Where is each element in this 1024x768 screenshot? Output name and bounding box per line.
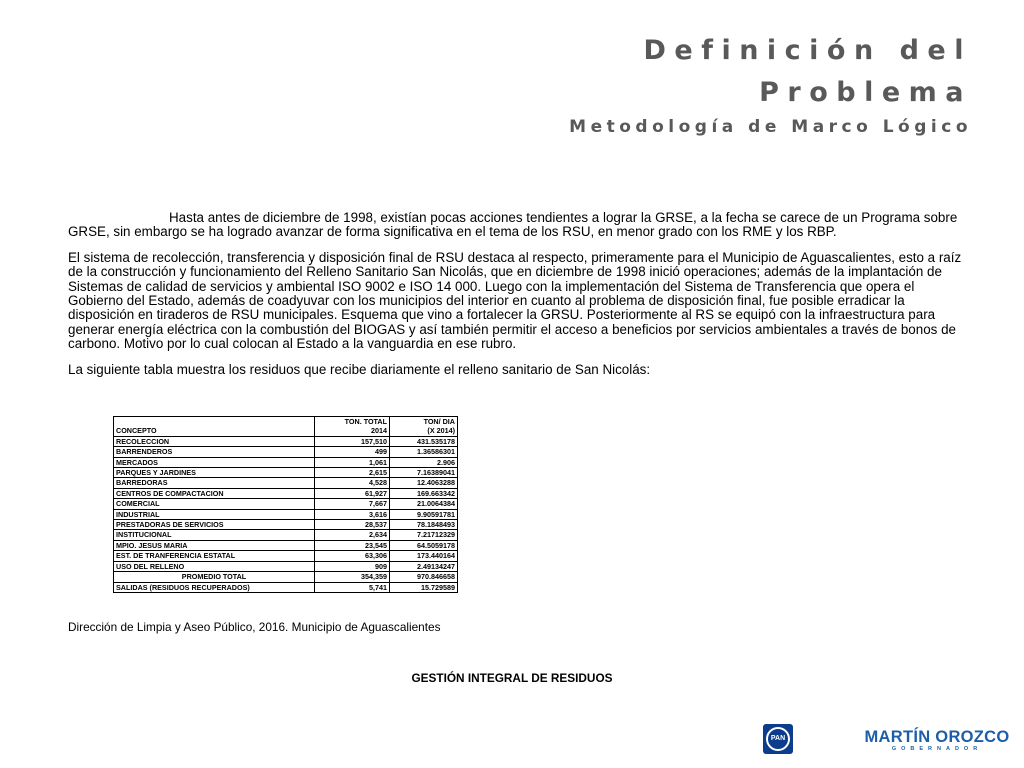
row-concepto: CENTROS DE COMPACTACION: [114, 488, 315, 498]
row-ton-total: 1,061: [315, 457, 390, 467]
pan-logo: [763, 724, 793, 754]
promedio-dia: 970.846658: [390, 572, 458, 582]
row-concepto: PARQUES Y JARDINES: [114, 468, 315, 478]
body-text: [68, 211, 968, 377]
row-ton-dia: 169.663342: [390, 488, 458, 498]
header-ton-total: [315, 417, 390, 437]
table-row-salidas: [114, 582, 458, 592]
promedio-label: PROMEDIO TOTAL: [114, 572, 315, 582]
table-row: [114, 488, 458, 498]
row-concepto: INSTITUCIONAL: [114, 530, 315, 540]
header-ton-total-line2: 2014: [371, 426, 387, 436]
brand-name: MARTÍN OROZCO: [864, 728, 1010, 746]
row-concepto: BARRENDEROS: [114, 447, 315, 457]
row-concepto: BARREDORAS: [114, 478, 315, 488]
paragraph-intro: Hasta antes de diciembre de 1998, existían pocas acciones tendientes a lograr la GRSE, a la fecha se carece de un Programa sobre GRSE, sin embargo se ha logrado avanzar de forma significativa en el tema de los RSU, en menor grado con los RME y los RBP.: [68, 210, 958, 240]
row-concepto: INDUSTRIAL: [114, 509, 315, 519]
row-concepto: EST. DE TRANFERENCIA ESTATAL: [114, 551, 315, 561]
row-ton-dia: 173.440164: [390, 551, 458, 561]
row-ton-total: 2,615: [315, 468, 390, 478]
row-ton-total: 909: [315, 561, 390, 571]
pan-logo-text: PAN: [766, 727, 790, 751]
paragraph-table-intro: La siguiente tabla muestra los residuos que recibe diariamente el relleno sanitario de San Nicolás:: [68, 361, 651, 377]
header-ton-total-line1: TON. TOTAL: [344, 417, 387, 426]
row-ton-total: 28,537: [315, 520, 390, 530]
row-ton-total: 63,306: [315, 551, 390, 561]
table-row: [114, 530, 458, 540]
salidas-total: 5,741: [315, 582, 390, 592]
page-title-line-2: Problema: [759, 77, 972, 108]
row-ton-dia: 1.36586301: [390, 447, 458, 457]
row-concepto: COMERCIAL: [114, 499, 315, 509]
table-row: [114, 468, 458, 478]
governor-brand-logo: [862, 728, 1012, 753]
waste-table: [113, 416, 458, 593]
promedio-total: 354,359: [315, 572, 390, 582]
row-ton-total: 4,528: [315, 478, 390, 488]
row-ton-total: 2,634: [315, 530, 390, 540]
header-ton-dia: [390, 417, 458, 437]
row-concepto: MPIO. JESUS MARIA: [114, 540, 315, 550]
table-row: [114, 478, 458, 488]
paragraph-system: El sistema de recolección, transferencia y disposición final de RSU destaca al respecto, primeramente para el Municipio de Aguascalientes, esto a raíz de la construcción y funcionamiento del Relleno Sanitario San Nicolás, que en diciembre de 1998 inició operaciones; además de la implantación de Sistemas de calidad de servicios y ambiental ISO 9002 e ISO 14 000. Luego con la implementación del Sistema de Transferencia que opera el Gobierno del Estado, además de coadyuvar con los municipios del interior en cuanto al problema de disposición final, fue posible erradicar la disposición en tiraderos de RSU municipales. Esquema que vino a fortalecer la GRSU. Posteriormente al RS se equipó con la infraestructura para generar energía eléctrica con la combustión del BIOGAS y así también permitir el acceso a beneficios por servicios ambientales a través de bonos de carbono. Motivo por lo cual colocan al Estado a la vanguardia en ese rubro.: [68, 249, 962, 352]
row-ton-dia: 2.49134247: [390, 561, 458, 571]
row-ton-dia: 7.21712329: [390, 530, 458, 540]
table-body: [114, 436, 458, 571]
brand-subtitle: GOBERNADOR: [891, 746, 983, 752]
salidas-label: SALIDAS (RESIDUOS RECUPERADOS): [114, 582, 315, 592]
footer-title: GESTIÓN INTEGRAL DE RESIDUOS: [411, 671, 613, 685]
table-row: [114, 436, 458, 446]
row-ton-dia: 64.5059178: [390, 540, 458, 550]
page-title-line-1: Definición del: [643, 35, 972, 66]
row-ton-total: 23,545: [315, 540, 390, 550]
row-ton-dia: 12.4063288: [390, 478, 458, 488]
salidas-dia: 15.729589: [390, 582, 458, 592]
header-concepto: CONCEPTO: [114, 417, 315, 437]
row-concepto: USO DEL RELLENO: [114, 561, 315, 571]
table-row: [114, 457, 458, 467]
row-ton-dia: 2.906: [390, 457, 458, 467]
row-ton-total: 3,616: [315, 509, 390, 519]
table-row: [114, 447, 458, 457]
row-ton-dia: 78.1848493: [390, 520, 458, 530]
table-header-row: [114, 417, 458, 437]
row-ton-total: 7,667: [315, 499, 390, 509]
row-ton-total: 157,510: [315, 436, 390, 446]
table-row: [114, 540, 458, 550]
row-ton-dia: 21.0064384: [390, 499, 458, 509]
row-ton-dia: 7.16389041: [390, 468, 458, 478]
row-ton-total: 61,927: [315, 488, 390, 498]
header-ton-dia-line1: TON/ DIA: [423, 417, 455, 426]
page-subtitle: Metodología de Marco Lógico: [569, 117, 972, 137]
table-row: [114, 561, 458, 571]
table-row: [114, 509, 458, 519]
table-row: [114, 499, 458, 509]
row-concepto: MERCADOS: [114, 457, 315, 467]
source-citation: Dirección de Limpia y Aseo Público, 2016. Municipio de Aguascalientes: [68, 620, 441, 634]
row-concepto: PRESTADORAS DE SERVICIOS: [114, 520, 315, 530]
title-block: [569, 30, 972, 137]
table-row-promedio: [114, 572, 458, 582]
row-ton-dia: 431.535178: [390, 436, 458, 446]
row-ton-total: 499: [315, 447, 390, 457]
table-row: [114, 520, 458, 530]
table-row: [114, 551, 458, 561]
row-ton-dia: 9.90591781: [390, 509, 458, 519]
waste-table-wrapper: [113, 416, 458, 593]
header-ton-dia-line2: (X 2014): [427, 426, 455, 436]
row-concepto: RECOLECCION: [114, 436, 315, 446]
